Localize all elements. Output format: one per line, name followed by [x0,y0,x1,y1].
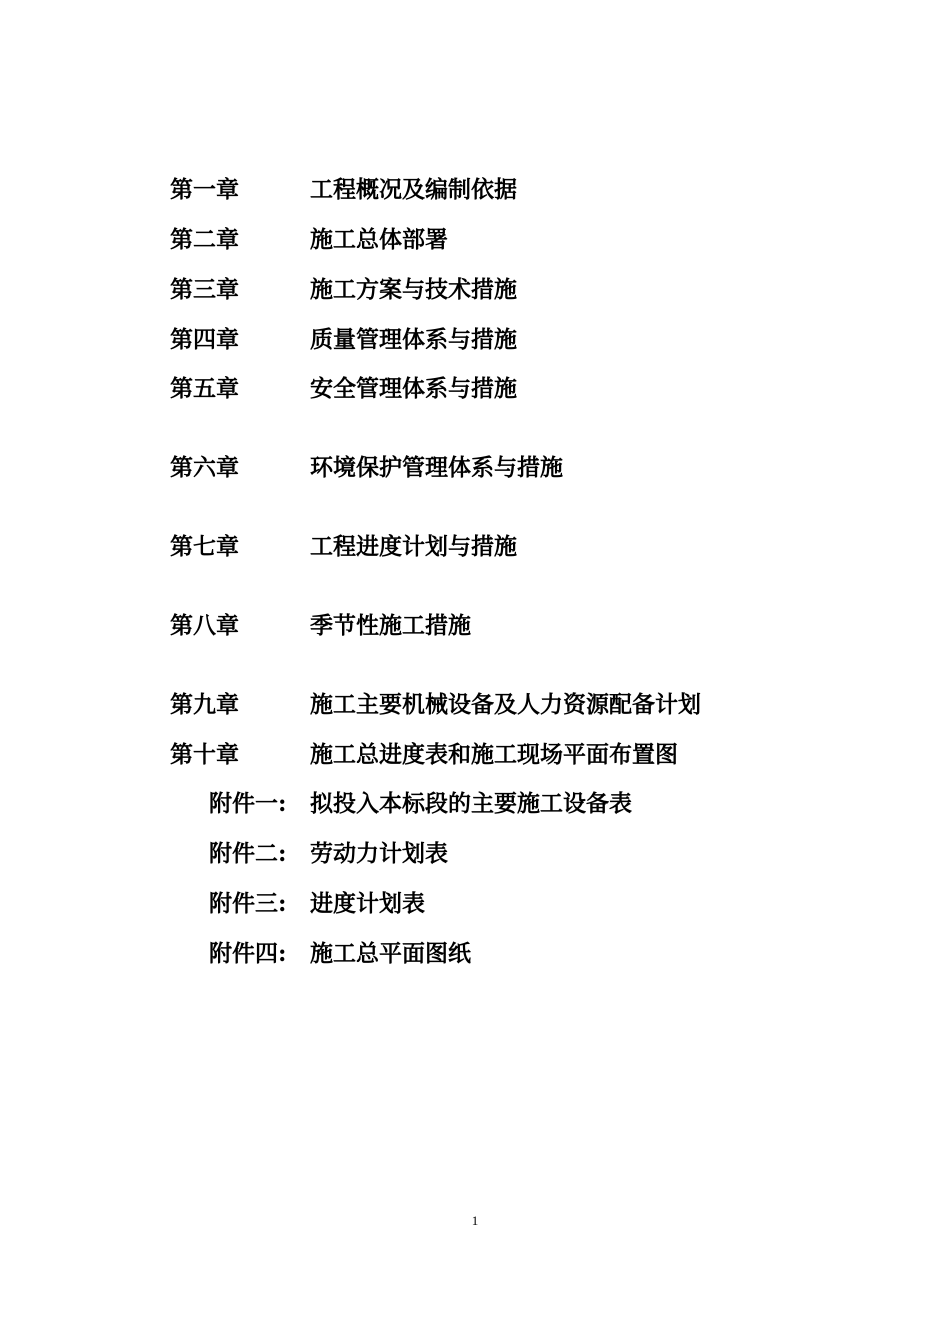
appendix-label: 附件一: [209,790,287,817]
appendix-title: 劳动力计划表 [310,840,448,867]
page-number: 1 [471,1213,479,1228]
chapter-title: 质量管理体系与措施 [310,326,517,353]
chapter-title: 季节性施工措施 [310,612,471,639]
chapter-title: 工程进度计划与措施 [310,533,517,560]
chapter-number: 第一章 [170,176,239,203]
chapter-title: 施工主要机械设备及人力资源配备计划 [310,691,701,718]
chapter-number: 第二章 [170,226,239,253]
chapter-number: 第十章 [170,741,239,768]
chapter-number: 第三章 [170,276,239,303]
appendix-label: 附件二: [209,840,287,867]
chapter-title: 施工总体部署 [310,226,448,253]
chapter-number: 第九章 [170,691,239,718]
chapter-title: 环境保护管理体系与措施 [310,454,563,481]
chapter-title: 施工总进度表和施工现场平面布置图 [310,741,678,768]
appendix-label: 附件三: [209,890,287,917]
chapter-number: 第七章 [170,533,239,560]
chapter-title: 工程概况及编制依据 [310,176,517,203]
chapter-number: 第六章 [170,454,239,481]
chapter-number: 第五章 [170,375,239,402]
appendix-title: 拟投入本标段的主要施工设备表 [310,790,632,817]
chapter-title: 安全管理体系与措施 [310,375,517,402]
chapter-number: 第八章 [170,612,239,639]
appendix-title: 施工总平面图纸 [310,940,471,967]
chapter-number: 第四章 [170,326,239,353]
appendix-label: 附件四: [209,940,287,967]
chapter-title: 施工方案与技术措施 [310,276,517,303]
appendix-title: 进度计划表 [310,890,425,917]
